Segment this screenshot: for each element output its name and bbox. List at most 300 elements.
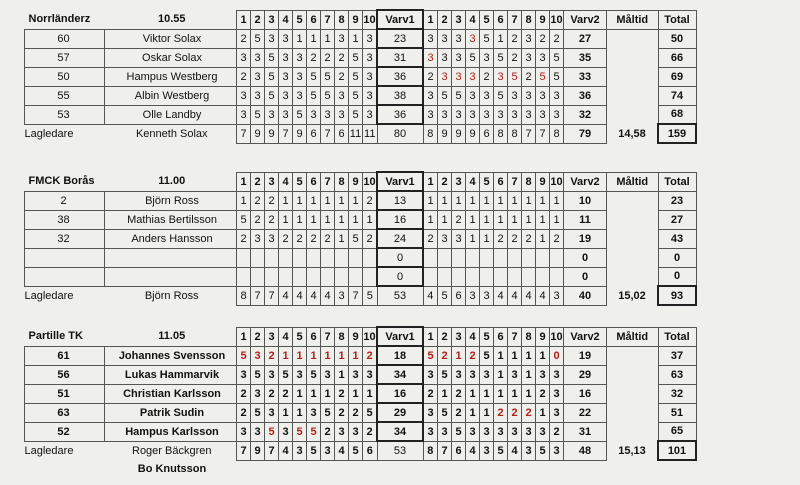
lap1-score <box>307 248 321 267</box>
lap1-score: 3 <box>321 365 335 384</box>
lap1-team-sum: 6 <box>307 124 321 143</box>
lap1-team-sum: 7 <box>321 124 335 143</box>
lap2-score: 3 <box>423 403 438 422</box>
empty <box>25 460 105 477</box>
lap2-team-sum: 6 <box>452 286 466 305</box>
maltid-header: Måltid <box>607 172 659 191</box>
lap1-score: 2 <box>335 384 349 403</box>
lap1-score: 5 <box>237 346 251 365</box>
rider-row <box>25 48 697 67</box>
lap1-score: 3 <box>307 105 321 124</box>
empty <box>607 67 659 86</box>
lap2-score: 2 <box>550 29 564 48</box>
lap2-team-sum: 7 <box>522 124 536 143</box>
lap2-score: 3 <box>522 422 536 441</box>
varv1-header: Varv1 <box>377 327 423 346</box>
varv2-sum: 0 <box>564 248 607 267</box>
lap1-score: 5 <box>307 365 321 384</box>
lap2-score: 3 <box>466 105 480 124</box>
lap2-score: 1 <box>494 384 508 403</box>
total-header: Total <box>658 172 696 191</box>
rider-number: 32 <box>25 229 105 248</box>
lap1-score: 1 <box>363 210 378 229</box>
lap2-score: 2 <box>423 67 438 86</box>
lap2-score: 2 <box>494 229 508 248</box>
lap-number-header: 7 <box>508 172 522 191</box>
lap1-score: 3 <box>237 365 251 384</box>
empty <box>607 422 659 441</box>
lap1-team-sum: 7 <box>279 124 293 143</box>
lap2-score: 5 <box>438 86 452 105</box>
lap1-team-sum: 4 <box>321 286 335 305</box>
lap-number-header: 10 <box>550 172 564 191</box>
lap2-team-sum: 9 <box>452 124 466 143</box>
lap1-score: 3 <box>363 105 378 124</box>
lap-number-header: 6 <box>307 172 321 191</box>
lap2-score: 3 <box>438 229 452 248</box>
lap-number-header: 3 <box>265 172 279 191</box>
team-name: Partille TK <box>28 330 83 343</box>
lap2-score: 3 <box>423 105 438 124</box>
lap2-score: 1 <box>536 403 550 422</box>
lap2-score <box>522 267 536 286</box>
lap2-score <box>550 267 564 286</box>
lap1-score: 2 <box>265 384 279 403</box>
lap1-score: 2 <box>321 48 335 67</box>
lap-number-header: 3 <box>265 10 279 29</box>
lap-number-header: 6 <box>494 327 508 346</box>
lap-number-header: 7 <box>321 10 335 29</box>
lap-number-header: 4 <box>279 327 293 346</box>
team-total: 159 <box>658 124 696 143</box>
lap-number-header: 1 <box>237 327 251 346</box>
lap1-team-sum: 5 <box>307 441 321 460</box>
lap1-score: 5 <box>349 67 363 86</box>
lap2-score: 3 <box>508 365 522 384</box>
lap-number-header: 2 <box>438 10 452 29</box>
lap1-score: 5 <box>307 67 321 86</box>
lap1-team-sum: 6 <box>363 441 378 460</box>
lap1-score: 3 <box>307 403 321 422</box>
lap2-score: 0 <box>550 346 564 365</box>
lap1-score: 5 <box>251 105 265 124</box>
rider-number: 56 <box>25 365 105 384</box>
lap2-score: 3 <box>466 29 480 48</box>
leader-name: Björn Ross <box>144 289 199 302</box>
lap2-score: 1 <box>438 210 452 229</box>
lap-number-header: 9 <box>349 327 363 346</box>
lap1-score <box>321 267 335 286</box>
varv1-sum: 24 <box>377 229 423 248</box>
rider-number: 2 <box>25 191 105 210</box>
lap1-score: 3 <box>251 229 265 248</box>
rider-name: Oskar Solax <box>105 48 237 67</box>
lap-number-header: 7 <box>321 172 335 191</box>
lap2-team-sum: 4 <box>423 286 438 305</box>
lap-number-header: 7 <box>508 327 522 346</box>
lap1-score: 3 <box>279 86 293 105</box>
lap1-score: 1 <box>321 191 335 210</box>
lap2-score <box>480 248 494 267</box>
varv2-sum: 35 <box>564 48 607 67</box>
lap2-score: 3 <box>423 365 438 384</box>
varv2-sum: 31 <box>564 422 607 441</box>
maltid-value: 14,58 <box>618 127 646 140</box>
lap1-score <box>293 267 307 286</box>
lap2-score: 2 <box>452 210 466 229</box>
lap1-score: 1 <box>293 191 307 210</box>
lap2-score: 5 <box>480 346 494 365</box>
lap2-score: 1 <box>536 191 550 210</box>
lap2-score: 3 <box>536 105 550 124</box>
leader-name: Roger Bäckgren <box>132 444 212 457</box>
maltid-value: 15,13 <box>618 444 646 457</box>
rider-total: 50 <box>658 29 696 48</box>
lap1-score: 3 <box>363 48 378 67</box>
lap1-score <box>335 267 349 286</box>
lap1-team-sum: 6 <box>335 124 349 143</box>
lap2-score <box>508 267 522 286</box>
lap1-score: 2 <box>335 403 349 422</box>
rider-number: 63 <box>25 403 105 422</box>
lap2-score: 1 <box>480 210 494 229</box>
lap2-score: 2 <box>508 229 522 248</box>
lap1-score: 1 <box>349 210 363 229</box>
lap2-score <box>466 267 480 286</box>
lap2-score: 3 <box>452 67 466 86</box>
lap1-team-sum: 7 <box>265 441 279 460</box>
team-sum-row <box>25 286 697 305</box>
lap2-score: 2 <box>522 229 536 248</box>
maltid-value: 15,02 <box>618 289 646 302</box>
empty <box>607 403 659 422</box>
lap1-score: 1 <box>293 403 307 422</box>
lap2-score: 3 <box>480 105 494 124</box>
rider-number: 61 <box>25 346 105 365</box>
varv2-sum: 16 <box>564 384 607 403</box>
rider-total: 0 <box>658 248 696 267</box>
lap1-score: 3 <box>237 422 251 441</box>
lap2-score: 1 <box>452 346 466 365</box>
lap1-score: 3 <box>251 86 265 105</box>
lap2-score <box>438 248 452 267</box>
lap1-score: 1 <box>363 384 378 403</box>
lap2-team-sum: 8 <box>423 124 438 143</box>
lap2-score: 1 <box>466 229 480 248</box>
total-header: Total <box>658 10 696 29</box>
rider-row <box>25 365 697 384</box>
lap1-score <box>307 267 321 286</box>
lap1-score: 2 <box>237 403 251 422</box>
lap1-score: 5 <box>307 86 321 105</box>
lap1-score: 2 <box>265 346 279 365</box>
rider-number: 50 <box>25 67 105 86</box>
rider-name: Hampus Westberg <box>105 67 237 86</box>
maltid-header: Måltid <box>607 10 659 29</box>
lap1-score: 2 <box>335 67 349 86</box>
rider-name <box>105 248 237 267</box>
lap2-score: 1 <box>522 191 536 210</box>
empty <box>607 191 659 210</box>
lap2-score: 3 <box>423 422 438 441</box>
lap2-score: 3 <box>522 29 536 48</box>
lap2-score <box>494 267 508 286</box>
lap2-team-sum: 4 <box>508 441 522 460</box>
lap-number-header: 5 <box>480 172 494 191</box>
lap1-score: 1 <box>335 365 349 384</box>
lap1-score: 2 <box>349 403 363 422</box>
rider-number: 57 <box>25 48 105 67</box>
lap2-score: 3 <box>550 403 564 422</box>
rider-total: 51 <box>658 403 696 422</box>
maltid-header: Måltid <box>607 327 659 346</box>
rider-total: 0 <box>658 267 696 286</box>
lap1-score <box>335 248 349 267</box>
varv1-sum: 23 <box>377 29 423 48</box>
lap1-score: 2 <box>307 229 321 248</box>
lap1-score: 3 <box>237 86 251 105</box>
lap2-team-sum: 3 <box>550 441 564 460</box>
lap1-team-sum: 4 <box>279 286 293 305</box>
rider-name: Patrik Sudin <box>105 403 237 422</box>
lap1-score: 1 <box>307 29 321 48</box>
lap2-score: 2 <box>508 403 522 422</box>
lap2-score: 5 <box>550 48 564 67</box>
lap1-score: 2 <box>251 210 265 229</box>
lap2-score: 2 <box>536 29 550 48</box>
lap2-score: 5 <box>452 422 466 441</box>
lap2-score: 3 <box>550 384 564 403</box>
lap1-score: 1 <box>293 29 307 48</box>
varv1-sum: 36 <box>377 105 423 124</box>
lap1-score: 3 <box>265 29 279 48</box>
rider-number <box>25 248 105 267</box>
lap2-team-sum: 4 <box>508 286 522 305</box>
rider-total: 32 <box>658 384 696 403</box>
lap1-score: 5 <box>363 403 378 422</box>
lap2-score: 1 <box>480 384 494 403</box>
team-table-1 <box>24 171 697 306</box>
varv1-sum: 13 <box>377 191 423 210</box>
lap1-score: 2 <box>237 67 251 86</box>
lap-number-header: 3 <box>452 327 466 346</box>
lap1-team-sum: 4 <box>279 441 293 460</box>
varv2-sum: 0 <box>564 267 607 286</box>
rider-row <box>25 210 697 229</box>
lap2-score: 3 <box>550 105 564 124</box>
lap-number-header: 7 <box>508 10 522 29</box>
team-total: 101 <box>658 441 696 460</box>
lap2-score <box>438 267 452 286</box>
lap2-team-sum: 3 <box>550 286 564 305</box>
varv2-sum: 10 <box>564 191 607 210</box>
lap2-score: 5 <box>438 365 452 384</box>
lap2-score: 3 <box>423 86 438 105</box>
lap-number-header: 3 <box>452 10 466 29</box>
lap1-score: 5 <box>237 210 251 229</box>
lap-number-header: 5 <box>480 10 494 29</box>
lap2-score: 3 <box>480 365 494 384</box>
lap2-score: 2 <box>536 384 550 403</box>
empty <box>607 29 659 48</box>
start-time: 11.05 <box>158 330 186 343</box>
lap2-score: 3 <box>536 48 550 67</box>
lagledare-label: Lagledare <box>24 289 74 302</box>
start-time: 11.00 <box>158 175 186 188</box>
empty <box>607 267 659 286</box>
lap1-score: 3 <box>335 422 349 441</box>
empty <box>607 210 659 229</box>
lap1-score: 5 <box>307 422 321 441</box>
lap1-score: 3 <box>293 48 307 67</box>
rider-name: Mathias Bertilsson <box>105 210 237 229</box>
lap2-score: 2 <box>423 384 438 403</box>
lap1-team-sum: 3 <box>321 441 335 460</box>
lap1-team-sum: 7 <box>237 441 251 460</box>
lap2-score: 1 <box>508 384 522 403</box>
lap2-score: 1 <box>438 191 452 210</box>
lap2-team-sum: 5 <box>438 286 452 305</box>
lap-number-header: 8 <box>522 172 536 191</box>
lap2-score: 3 <box>480 422 494 441</box>
lap2-score: 3 <box>452 105 466 124</box>
lap2-score: 5 <box>466 48 480 67</box>
lap2-score: 1 <box>522 384 536 403</box>
varv2-team-sum: 79 <box>564 124 607 143</box>
lap2-score: 1 <box>466 384 480 403</box>
lap-number-header: 9 <box>349 10 363 29</box>
varv2-sum: 22 <box>564 403 607 422</box>
rider-name: Christian Karlsson <box>105 384 237 403</box>
varv1-sum: 0 <box>377 248 423 267</box>
lap2-score: 1 <box>423 210 438 229</box>
team-total: 93 <box>658 286 696 305</box>
lap1-score: 2 <box>363 422 378 441</box>
lap1-score: 2 <box>279 384 293 403</box>
lap2-team-sum: 8 <box>508 124 522 143</box>
lagledare-label: Lagledare <box>24 127 74 140</box>
lap1-score <box>363 267 378 286</box>
lap2-score: 1 <box>522 210 536 229</box>
lap2-score: 3 <box>508 86 522 105</box>
lap1-score: 1 <box>321 29 335 48</box>
lap1-team-sum: 5 <box>349 441 363 460</box>
lap1-team-sum: 7 <box>237 124 251 143</box>
lap2-score: 3 <box>466 86 480 105</box>
lap2-score: 5 <box>550 67 564 86</box>
lap-number-header: 9 <box>536 10 550 29</box>
lap2-score: 1 <box>452 191 466 210</box>
lap-number-header: 4 <box>466 172 480 191</box>
rider-row <box>25 29 697 48</box>
lap1-score: 5 <box>321 403 335 422</box>
lap2-score: 1 <box>438 384 452 403</box>
rider-total: 66 <box>658 48 696 67</box>
lap1-score: 5 <box>321 86 335 105</box>
lap1-score: 5 <box>251 29 265 48</box>
rider-number: 60 <box>25 29 105 48</box>
lap1-score <box>265 248 279 267</box>
lap1-score <box>265 267 279 286</box>
lap2-score: 1 <box>494 191 508 210</box>
varv2-sum: 11 <box>564 210 607 229</box>
lap1-score: 3 <box>363 67 378 86</box>
lap-number-header: 2 <box>251 327 265 346</box>
lap-number-header: 5 <box>293 10 307 29</box>
varv1-sum: 16 <box>377 384 423 403</box>
lap-number-header: 8 <box>522 10 536 29</box>
rider-total: 27 <box>658 210 696 229</box>
lap-number-header: 3 <box>452 172 466 191</box>
varv2-header: Varv2 <box>564 172 607 191</box>
lap2-team-sum: 8 <box>494 124 508 143</box>
lap1-score: 3 <box>363 86 378 105</box>
lap1-score <box>349 248 363 267</box>
lap1-score: 1 <box>321 384 335 403</box>
team-sum-row <box>25 441 697 460</box>
lap-number-header: 8 <box>335 327 349 346</box>
empty <box>607 48 659 67</box>
varv1-header: Varv1 <box>377 10 423 29</box>
lap-number-header: 6 <box>494 10 508 29</box>
lap2-score: 2 <box>466 346 480 365</box>
empty <box>607 229 659 248</box>
lap2-score <box>494 248 508 267</box>
lap2-team-sum: 3 <box>466 286 480 305</box>
varv2-sum: 36 <box>564 86 607 105</box>
lap1-score: 1 <box>335 229 349 248</box>
lap-number-header: 2 <box>251 172 265 191</box>
lap1-score: 5 <box>251 365 265 384</box>
lap1-score: 3 <box>335 29 349 48</box>
team-table-2 <box>24 326 697 477</box>
varv1-sum: 34 <box>377 422 423 441</box>
lap1-score: 2 <box>251 191 265 210</box>
lap1-score: 3 <box>293 86 307 105</box>
lap2-score: 3 <box>438 422 452 441</box>
lap2-score <box>466 248 480 267</box>
rider-name: Johannes Svensson <box>105 346 237 365</box>
start-time: 10.55 <box>157 13 186 26</box>
varv1-team-sum: 53 <box>377 441 423 460</box>
total-header: Total <box>658 327 696 346</box>
lap1-score: 1 <box>237 191 251 210</box>
lap1-score: 2 <box>321 422 335 441</box>
lap1-score: 3 <box>265 365 279 384</box>
rider-row <box>25 422 697 441</box>
lap1-score: 1 <box>307 210 321 229</box>
lap1-score: 3 <box>265 403 279 422</box>
varv2-sum: 19 <box>564 346 607 365</box>
lap2-team-sum: 4 <box>536 286 550 305</box>
lap2-score: 5 <box>423 346 438 365</box>
lap1-score: 1 <box>307 191 321 210</box>
rider-row <box>25 86 697 105</box>
lap2-score: 2 <box>508 48 522 67</box>
lap2-score: 3 <box>494 67 508 86</box>
lap1-score: 1 <box>321 346 335 365</box>
lap2-score <box>423 267 438 286</box>
lap1-score: 3 <box>293 67 307 86</box>
lap2-score: 1 <box>494 365 508 384</box>
empty <box>607 384 659 403</box>
lap2-score: 3 <box>494 105 508 124</box>
lap1-score <box>237 248 251 267</box>
lap1-score: 5 <box>265 67 279 86</box>
rider-total: 37 <box>658 346 696 365</box>
rider-row <box>25 248 697 267</box>
lap2-score <box>423 248 438 267</box>
